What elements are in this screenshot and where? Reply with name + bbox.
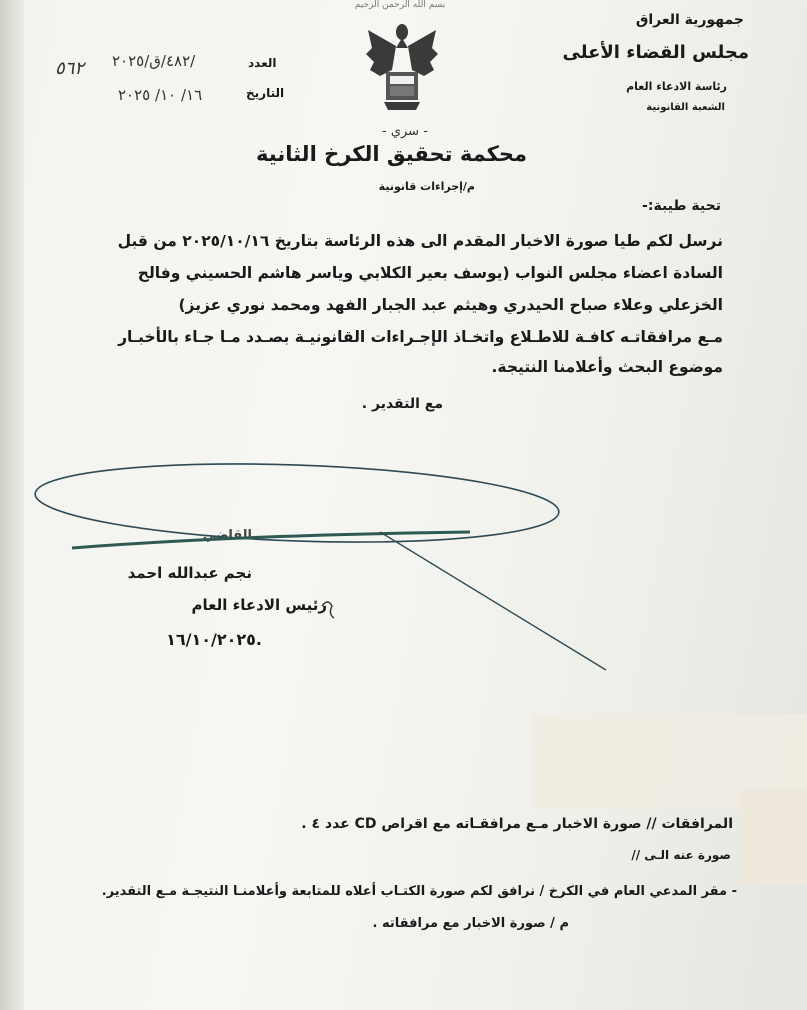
secrecy-mark: - سري - (382, 124, 428, 139)
basmala: بسم الله الرحمن الرحيم (354, 0, 446, 10)
division-name: الشعبة القانونية (646, 102, 725, 113)
signature-date: ١٦/١٠/٢٠٢٥. (166, 630, 262, 649)
body-line-2: السادة اعضاء مجلس النواب (يوسف بعير الكلابي وياسر هاشم الحسيني وفالح (137, 264, 723, 282)
body-line-4: مـع مرافقاتـه كافـة للاطـلاع واتخـاذ الإجـراءات القانونيـة بصـدد مـا جـاء بالأخبـار (118, 328, 723, 346)
signatory-name: نجم عبدالله احمد (127, 564, 252, 582)
enclosure-line: م / صورة الاخبار مع مرافقاته . (372, 916, 569, 931)
presidency-name: رئاسة الادعاء العام (626, 80, 727, 93)
signatory-title: رئيس الادعاء العام (191, 596, 327, 614)
attachments-line: المرافقات // صورة الاخبار مـع مرافقـاته مع اقراص CD عدد ٤ . (301, 816, 733, 832)
body-line-1: نرسل لكم طيا صورة الاخبار المقدم الى هذه الرئاسة بتاريخ ٢٠٢٥/١٠/١٦ من قبل (117, 232, 723, 250)
copy-to-label: صورة عنه الـى // (631, 848, 731, 862)
date-value: ١٦/ ١٠/ ٢٠٢٥ (118, 86, 203, 104)
subject-line: م/إجراءات قانونية (378, 180, 475, 193)
reference-number-value: ٤٨٢/ق/٢٠٢٥/ (112, 52, 196, 70)
reference-number-label: العدد (248, 56, 277, 70)
council-name: مجلس القضاء الأعلى (562, 42, 749, 63)
closing-regards: مع التقدير . (361, 396, 443, 412)
body-line-3: الخزعلي وعلاء صباح الحيدري وهيثم عبد الجبار الفهد ومحمد نوري عزيز) (178, 296, 723, 314)
body-line-5: موضوع البحث وأعلامنا النتيجة. (491, 358, 723, 376)
recipient-court: محكمة تحقيق الكرخ الثانية (256, 142, 527, 166)
country-name: جمهورية العراق (635, 12, 744, 28)
copy-recipient-line: - مقر المدعي العام في الكرخ / نرافق لكم صورة الكتـاب أعلاه للمتابعة وأعلامنـا النتيجـة مـع التقدير. (101, 884, 737, 899)
date-label: التاريخ (246, 86, 285, 100)
judge-label: القاضي (202, 528, 252, 543)
greeting: تحية طيبة:- (642, 198, 721, 214)
handwritten-number: ٥٦٢ (55, 58, 85, 79)
